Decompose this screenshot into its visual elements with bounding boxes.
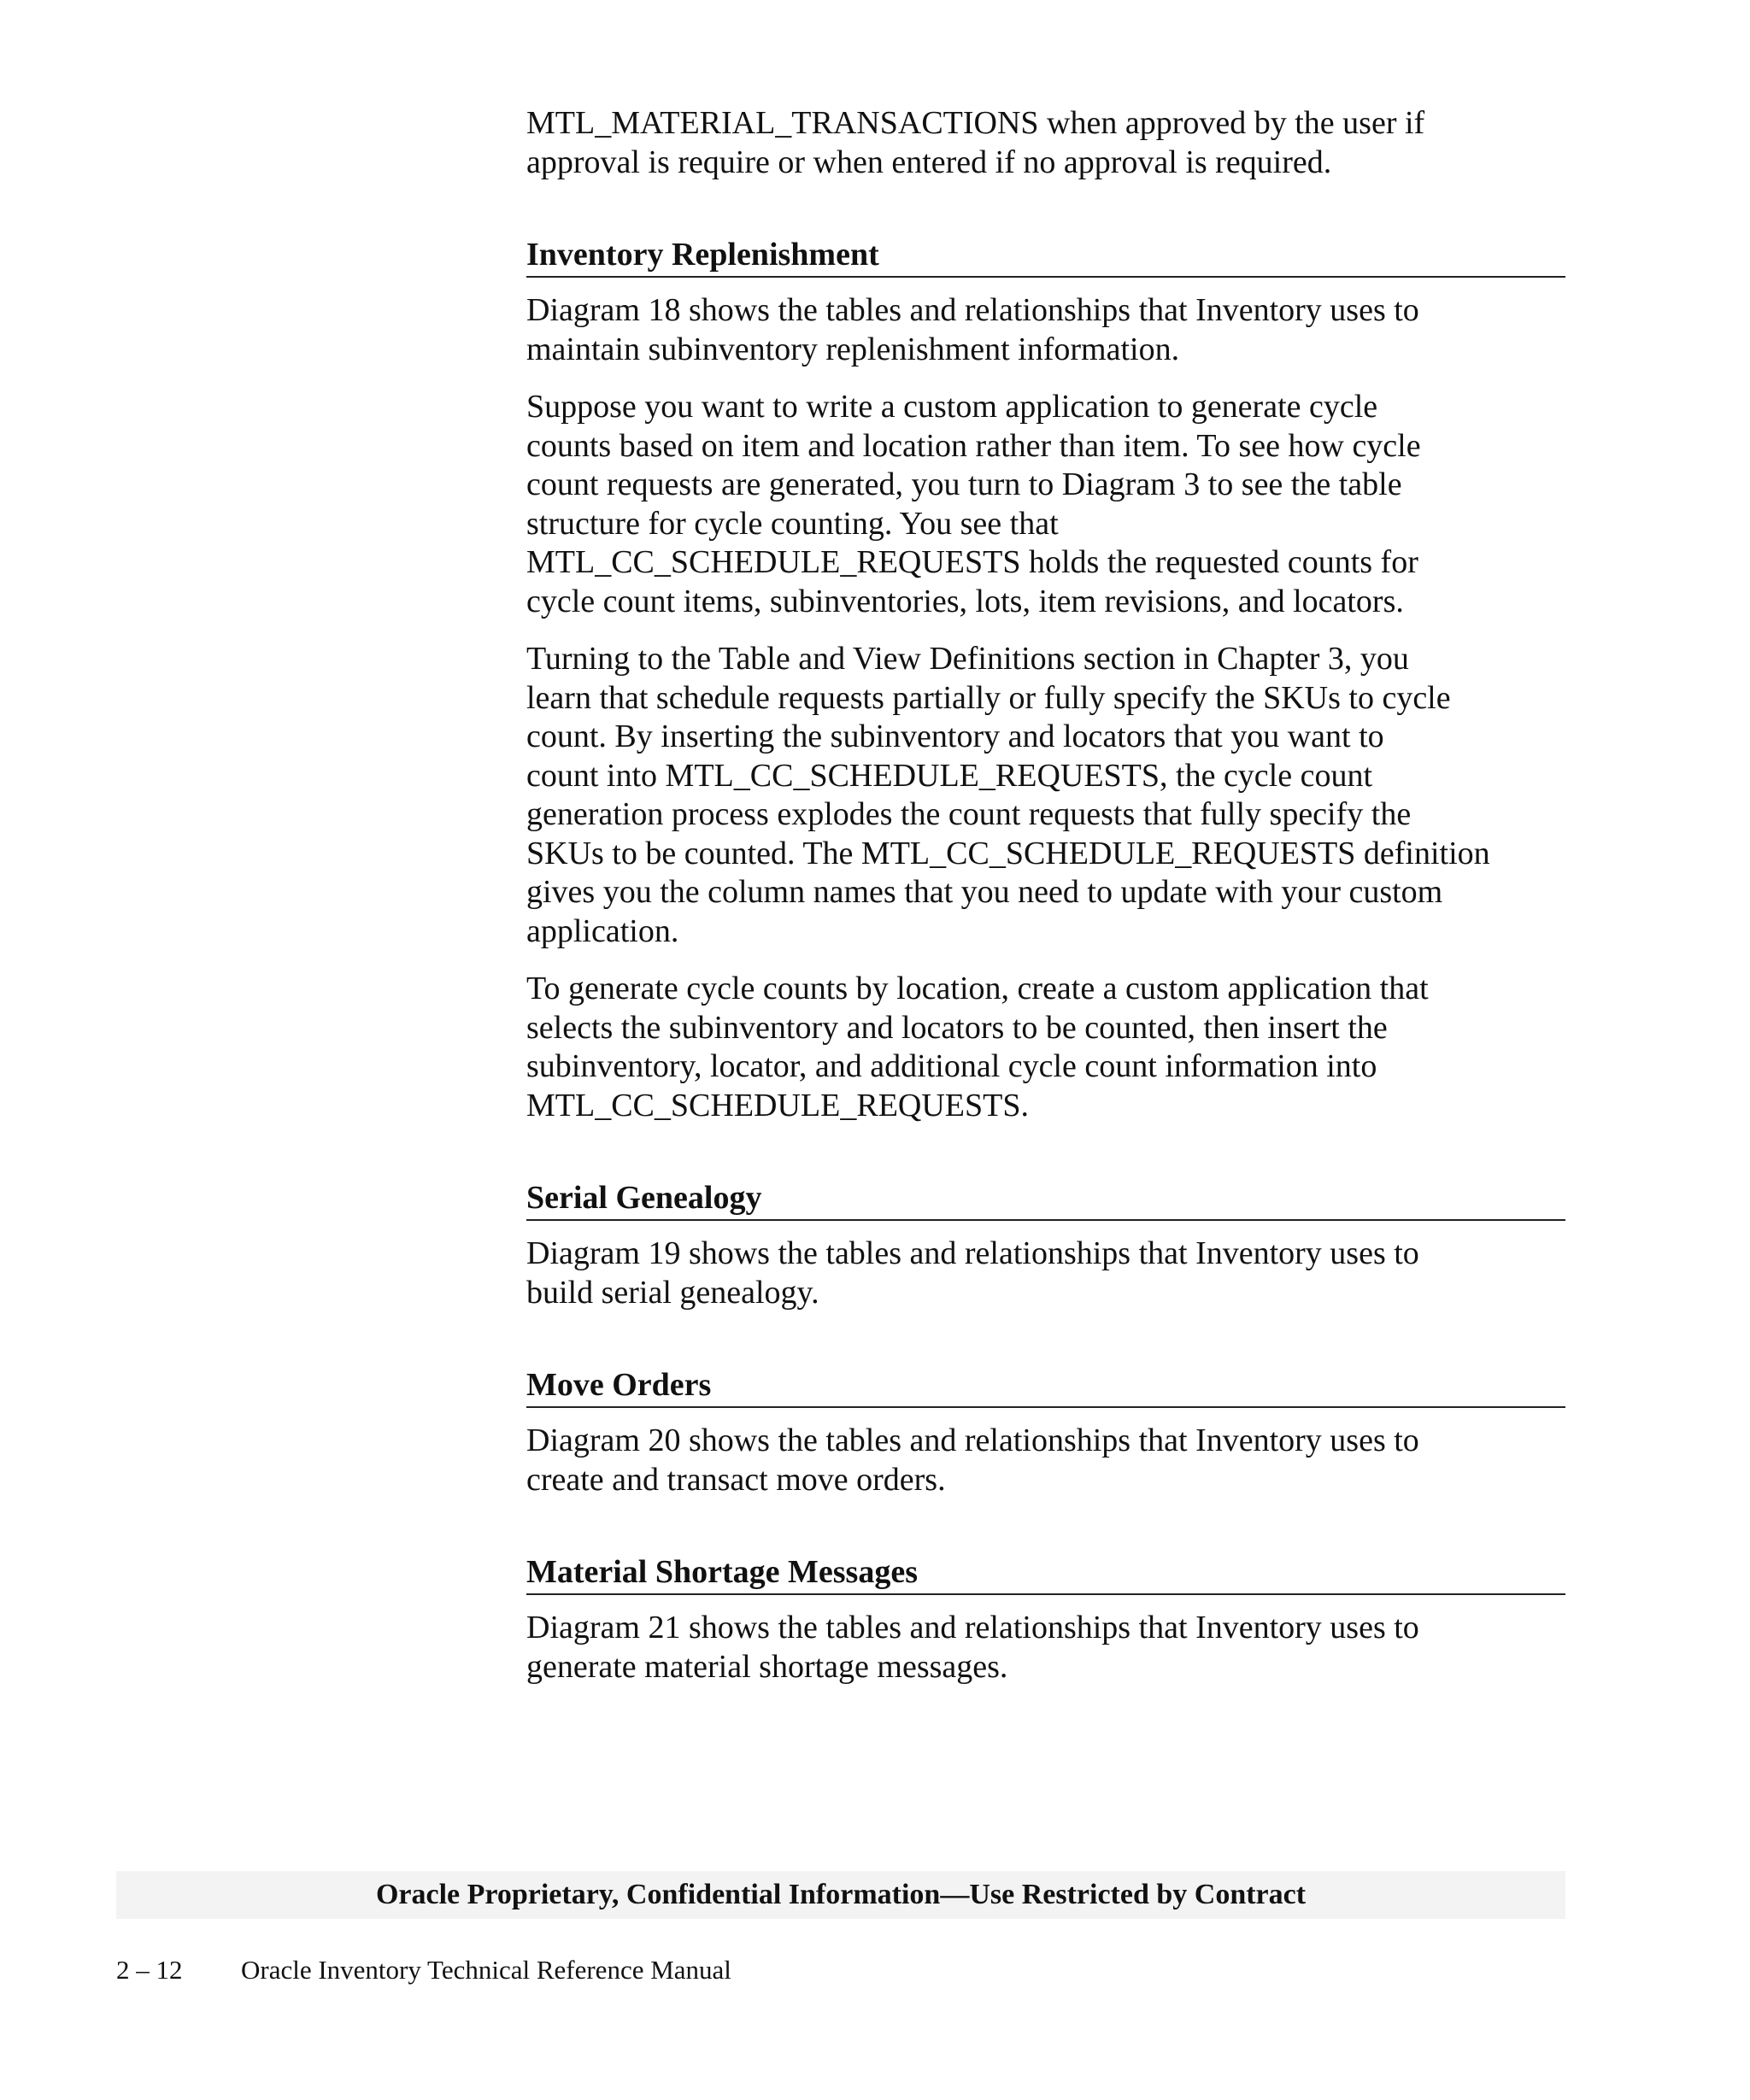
body-paragraph: Diagram 18 shows the tables and relationships that Inventory uses to maintain subinventory replenishment information. bbox=[526, 292, 1419, 367]
document-body bbox=[526, 104, 1565, 1705]
sections-container bbox=[526, 235, 1565, 1686]
section-heading: Material Shortage Messages bbox=[526, 1552, 1565, 1595]
manual-title: Oracle Inventory Technical Reference Manual bbox=[241, 1955, 731, 1985]
body-paragraph: Turning to the Table and View Definitions section in Chapter 3, you learn that schedule requests partially or fully specify the SKUs to cycle count. By inserting the subinventory and locators that you want to count into MTL_CC_SCHEDULE_REQUESTS, the cycle count generation process explodes the count requests that fully specify the SKUs to be counted. The MTL_CC_SCHEDULE_REQUESTS definition gives you the column names that you need to update with your custom application. bbox=[526, 641, 1490, 949]
body-paragraph: Diagram 20 shows the tables and relationships that Inventory uses to create and transact move orders. bbox=[526, 1422, 1419, 1498]
body-paragraph: Diagram 19 shows the tables and relationships that Inventory uses to build serial genealogy. bbox=[526, 1235, 1419, 1311]
body-paragraph: Suppose you want to write a custom application to generate cycle counts based on item and location rather than item. To see how cycle count requests are generated, you turn to Diagram 3 to see the table structure for cycle counting. You see that MTL_CC_SCHEDULE_REQUESTS holds the requested counts for cycle count items, subinventories, lots, item revisions, and locators. bbox=[526, 389, 1421, 619]
page-footer bbox=[116, 1953, 731, 1987]
confidentiality-notice: Oracle Proprietary, Confidential Information––Use Restricted by Contract bbox=[375, 1879, 1307, 1910]
intro-paragraph: MTL_MATERIAL_TRANSACTIONS when approved by the user if approval is require or when entered if no approval is required. bbox=[526, 105, 1425, 180]
section bbox=[526, 1365, 1565, 1499]
section-heading: Move Orders bbox=[526, 1365, 1565, 1408]
section bbox=[526, 1552, 1565, 1686]
section-heading: Inventory Replenishment bbox=[526, 235, 1565, 278]
section bbox=[526, 1178, 1565, 1312]
section bbox=[526, 235, 1565, 1125]
body-paragraph: Diagram 21 shows the tables and relationships that Inventory uses to generate material shortage messages. bbox=[526, 1610, 1419, 1685]
confidentiality-banner bbox=[116, 1871, 1565, 1919]
body-paragraph: To generate cycle counts by location, create a custom application that selects the subinventory and locators to be counted, then insert the subinventory, locator, and additional cycle count information into MTL_CC_SCHEDULE_REQUESTS. bbox=[526, 971, 1429, 1123]
section-heading: Serial Genealogy bbox=[526, 1178, 1565, 1221]
page-number: 2 – 12 bbox=[116, 1955, 183, 1985]
